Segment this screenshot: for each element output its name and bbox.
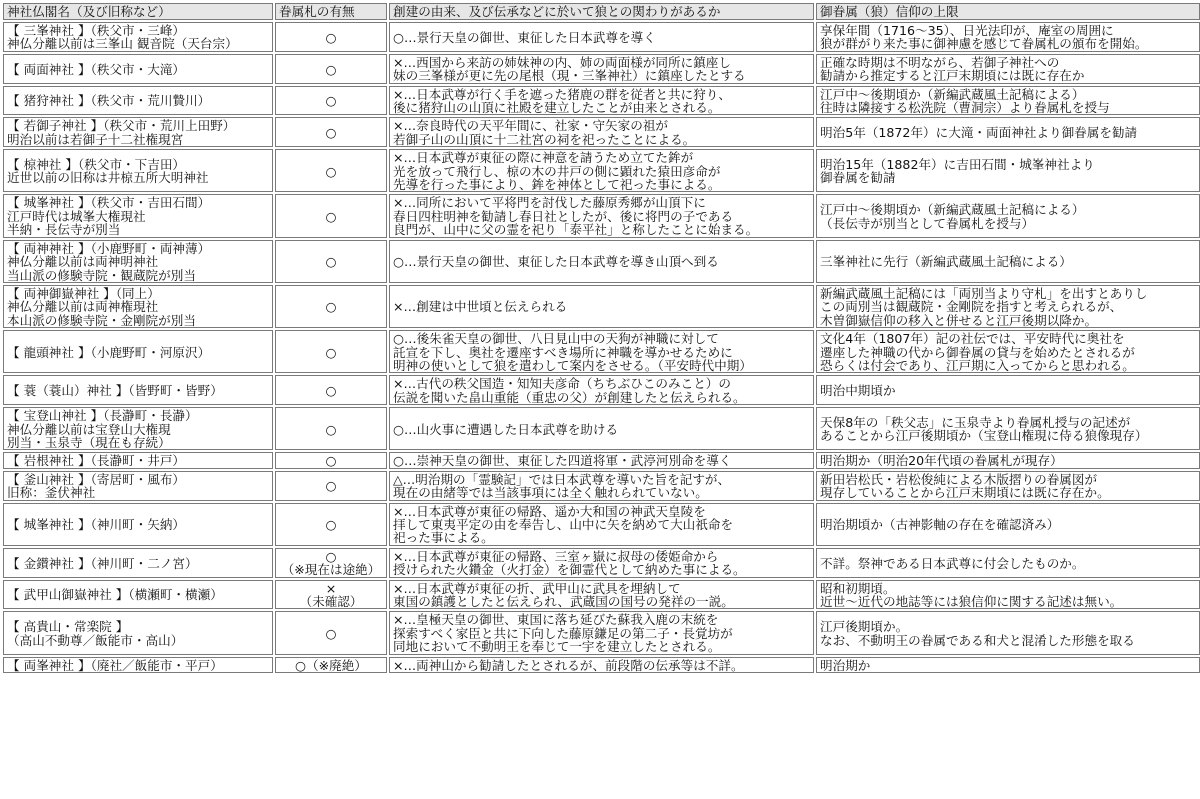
cell-line: 【 龍頭神社 】（小鹿野町・河原沢） xyxy=(7,344,211,360)
cell-shrine-name xyxy=(3,471,273,501)
cell-line: 伝説を聞いた畠山重能（重忠の父）が創建したと伝えられる。 xyxy=(393,389,746,405)
cell-faith-limit xyxy=(816,503,1200,546)
cell-line: ×…日本武尊が東征の際に神意を請うため立てた鉾が xyxy=(393,150,694,166)
cell-origin xyxy=(389,330,814,373)
table-row xyxy=(3,285,1200,328)
cell-line: ○ xyxy=(325,421,337,437)
cell-shrine-name xyxy=(3,86,273,116)
table-row xyxy=(3,117,1200,147)
cell-line: ○ xyxy=(325,478,337,494)
cell-line: （高山不動尊／飯能市・高山） xyxy=(7,632,184,648)
cell-line: ○…景行天皇の御世、東征した日本武尊を導く xyxy=(393,29,656,45)
cell-line: 神仏分離以前は宝登山大権現 xyxy=(7,421,171,437)
cell-line: 春日四柱明神を勧請し春日社としたが、後に将門の子である xyxy=(393,208,734,224)
cell-faith-limit xyxy=(816,149,1200,192)
cell-line: ×…皇極天皇の御世、東国に落ち延びた蘇我入鹿の末統を xyxy=(393,612,719,628)
table-row xyxy=(3,149,1200,192)
cell-line: 【 城峯神社 】（神川町・矢納） xyxy=(7,517,186,532)
header-faith-limit: 御眷属（狼）信仰の上限 xyxy=(816,3,1200,20)
cell-line: 文化4年（1807年）記の社伝では、平安時代に奥社を xyxy=(820,331,1125,347)
header-shrine-name: 神社仏閣名（及び旧称など） xyxy=(3,3,273,20)
cell-ofuda xyxy=(275,86,387,116)
cell-line: ○ xyxy=(325,208,337,224)
cell-line: ×…同所において平将門を討伐した藤原秀郷が山頂下に xyxy=(393,195,706,211)
cell-origin xyxy=(389,86,814,116)
cell-ofuda xyxy=(275,580,387,610)
cell-line: ○ xyxy=(325,93,337,109)
cell-line: 三峯神社に先行（新編武蔵風土記稿による） xyxy=(820,254,1072,270)
cell-faith-limit xyxy=(816,471,1200,501)
cell-line: 拝して東夷平定の由を奉告し、山中に矢を納めて大山祇命を xyxy=(393,517,734,532)
cell-line: 神仏分離以前は三峯山 観音院（天台宗） xyxy=(7,36,238,52)
cell-line: × xyxy=(325,580,337,596)
cell-line: 近世～近代の地誌等には狼信仰に関する記述は無い。 xyxy=(820,594,1123,610)
cell-ofuda xyxy=(275,149,387,192)
cell-line: 若御子山の山頂に十二社宮の祠を祀ったことによる。 xyxy=(393,131,696,147)
cell-origin xyxy=(389,194,814,237)
header-row xyxy=(3,3,1200,20)
cell-line: ○ xyxy=(325,383,337,399)
cell-line: 【 三峯神社 】（秩父市・三峰） xyxy=(7,23,186,38)
cell-shrine-name xyxy=(3,330,273,373)
cell-line: 【 椋神社 】（秩父市・下吉田） xyxy=(7,156,186,172)
table-row xyxy=(3,375,1200,405)
cell-faith-limit xyxy=(816,657,1200,673)
cell-line: 【 両神御嶽神社 】（同上） xyxy=(7,285,160,301)
cell-line: 【 武甲山御嶽神社 】（横瀬町・横瀬） xyxy=(7,587,223,603)
cell-line: ○ xyxy=(325,125,337,141)
cell-ofuda xyxy=(275,330,387,373)
cell-line: 近世以前の旧称は井椋五所大明神社 xyxy=(7,170,209,186)
table-row xyxy=(3,452,1200,468)
cell-line: 江戸後期頃か。 xyxy=(820,619,909,635)
cell-line: 光を放って飛行し、椋の木の井戸の側に顕れた猿田彦命が xyxy=(393,163,721,179)
cell-line: ○ xyxy=(325,625,337,641)
cell-line: 別当・玉泉寺（現在も存続） xyxy=(7,434,171,450)
cell-line: ×…西国から来訪の姉妹神の内、姉の両面様が同所に鎮座し xyxy=(393,54,731,70)
cell-line: 享保年間（1716～35）、日光法印が、庵室の周囲に xyxy=(820,23,1114,38)
cell-line: 天保8年の「秩父志」に玉泉寺より眷属札授与の記述が xyxy=(820,414,1131,430)
cell-shrine-name xyxy=(3,611,273,654)
cell-faith-limit xyxy=(816,407,1200,450)
cell-faith-limit xyxy=(816,86,1200,116)
cell-shrine-name xyxy=(3,452,273,468)
cell-line: ○ xyxy=(325,61,337,77)
cell-line: ○…後朱雀天皇の御世、八日見山中の天狗が神職に対して xyxy=(393,331,719,347)
header-ofuda: 眷属札の有無 xyxy=(275,3,387,20)
cell-line: ×…創建は中世頃と伝えられる xyxy=(393,299,568,315)
cell-line: 江戸中～後期頃か（新編武蔵風土記稿による） xyxy=(820,86,1085,102)
cell-line: ×…奈良時代の天平年間に、社家・守矢家の祖が xyxy=(393,118,669,134)
cell-faith-limit xyxy=(816,194,1200,237)
cell-faith-limit xyxy=(816,375,1200,405)
cell-line: （未確認） xyxy=(299,594,363,610)
cell-line: 【 両面神社 】（秩父市・大滝） xyxy=(7,61,186,77)
cell-faith-limit xyxy=(816,452,1200,468)
cell-ofuda xyxy=(275,548,387,578)
table-row xyxy=(3,548,1200,578)
cell-origin xyxy=(389,149,814,192)
cell-line: 【 金鑚神社 】（神川町・二ノ宮） xyxy=(7,555,198,571)
table-row xyxy=(3,86,1200,116)
cell-line: ×…日本武尊が東征の帰路、三室ヶ嶽に叔母の倭姫命から xyxy=(393,548,719,564)
table-row xyxy=(3,54,1200,84)
cell-origin xyxy=(389,285,814,328)
cell-ofuda xyxy=(275,657,387,673)
cell-ofuda xyxy=(275,117,387,147)
cell-line: 当山派の修験寺院・観蔵院が別当 xyxy=(7,267,196,283)
cell-line: 明治5年（1872年）に大滝・両面神社より御眷属を勧請 xyxy=(820,125,1138,141)
cell-line: ○ xyxy=(325,163,337,179)
cell-line: 【 宝登山神社 】（長瀞町・長瀞） xyxy=(7,408,198,424)
cell-line: ×…日本武尊が東征の折、武甲山に武具を埋納して xyxy=(393,580,681,596)
cell-line: 同地において不動明王を奉じて一宇を建立したとされる。 xyxy=(393,639,721,655)
cell-line: 神仏分離以前は両神権現社 xyxy=(7,299,159,315)
cell-line: 【 高貴山・常楽院 】 xyxy=(7,619,129,635)
table-row xyxy=(3,580,1200,610)
table-row xyxy=(3,657,1200,673)
cell-ofuda xyxy=(275,285,387,328)
cell-line: 旧称：釜伏神社 xyxy=(7,485,96,501)
cell-line: 江戸中～後期頃か（新編武蔵風土記稿による） xyxy=(820,202,1085,218)
cell-line: 【 蓑（蓑山）神社 】（皆野町・皆野） xyxy=(7,383,223,399)
cell-faith-limit xyxy=(816,548,1200,578)
cell-ofuda xyxy=(275,407,387,450)
cell-origin xyxy=(389,452,814,468)
cell-line: 【 岩根神社 】（長瀞町・井戸） xyxy=(7,453,186,469)
cell-line: ○ xyxy=(325,344,337,360)
table-row xyxy=(3,330,1200,373)
cell-ofuda xyxy=(275,611,387,654)
cell-faith-limit xyxy=(816,240,1200,283)
cell-shrine-name xyxy=(3,285,273,328)
cell-ofuda xyxy=(275,22,387,52)
cell-line: この両別当は観蔵院・金剛院を指すと考えられるが、 xyxy=(820,299,1123,315)
cell-faith-limit xyxy=(816,22,1200,52)
cell-shrine-name xyxy=(3,54,273,84)
cell-line: 往時は隣接する松洗院（曹洞宗）より眷属札を授与 xyxy=(820,100,1110,116)
cell-line: ○…山火事に遭遇した日本武尊を助ける xyxy=(393,421,619,437)
cell-shrine-name xyxy=(3,580,273,610)
cell-origin xyxy=(389,657,814,673)
cell-shrine-name xyxy=(3,22,273,52)
cell-line: ○…崇神天皇の御世、東征した四道将軍・武渟河別命を導く xyxy=(393,453,732,469)
cell-line: 明神の使いとして狼を遣わして案内をさせる。（平安時代中期） xyxy=(393,357,752,373)
cell-line: 明治期か（明治20年代頃の眷属札が現存） xyxy=(820,453,1063,469)
cell-origin xyxy=(389,240,814,283)
cell-line: ×…古代の秩父国造・知知夫彦命（ちちぶひこのみこと）の xyxy=(393,376,731,392)
cell-line: 後に猪狩山の山頂に社殿を建立したことが由来とされる。 xyxy=(393,100,721,116)
cell-origin xyxy=(389,22,814,52)
cell-ofuda xyxy=(275,54,387,84)
cell-faith-limit xyxy=(816,611,1200,654)
cell-line: 授けられた火鑽金（火打金）を御霊代として納めた事による。 xyxy=(393,562,746,578)
cell-line: （※現在は途絶） xyxy=(281,562,381,578)
cell-shrine-name xyxy=(3,149,273,192)
cell-origin xyxy=(389,375,814,405)
cell-shrine-name xyxy=(3,240,273,283)
cell-origin xyxy=(389,471,814,501)
cell-origin xyxy=(389,548,814,578)
cell-line: 託宣を下し、奥社を遷座すべき場所に神職を導かせるために xyxy=(393,344,733,360)
cell-line: △…明治期の「霊験記」では日本武尊を導いた旨を記すが、 xyxy=(393,471,731,487)
header-origin: 創建の由来、及び伝承などに於いて狼との関わりがあるか xyxy=(389,3,814,20)
cell-ofuda xyxy=(275,240,387,283)
cell-line: 江戸時代は城峯大権現社 xyxy=(7,208,146,224)
cell-origin xyxy=(389,580,814,610)
cell-line: 良門が、山中に父の霊を祀り「泰平社」と称したことに始まる。 xyxy=(393,222,759,238)
cell-line: 遷座した神職の代から御眷属の貸与を始めたとされるが xyxy=(820,344,1135,360)
cell-line: 半納・長伝寺が別当 xyxy=(7,222,121,238)
table-row xyxy=(3,471,1200,501)
cell-faith-limit xyxy=(816,285,1200,328)
cell-origin xyxy=(389,611,814,654)
cell-shrine-name xyxy=(3,548,273,578)
cell-shrine-name xyxy=(3,657,273,673)
cell-line: ×…両神山から勧請したとされるが、前段階の伝承等は不詳。 xyxy=(393,657,744,673)
cell-line: 【 城峯神社 】（秩父市・吉田石間） xyxy=(7,195,211,211)
cell-line: ○ xyxy=(325,29,337,45)
cell-line: 明治期か xyxy=(820,657,871,673)
cell-line: ○（※廃絶） xyxy=(295,657,367,673)
cell-line: ○ xyxy=(325,548,337,564)
cell-ofuda xyxy=(275,375,387,405)
cell-origin xyxy=(389,407,814,450)
cell-line: 明治期頃か（古神影軸の存在を確認済み） xyxy=(820,517,1060,532)
cell-line: 狼が群がり来た事に御神慮を感じて眷属札の頒布を開始。 xyxy=(820,36,1148,52)
cell-line: 現在の由緒等では当該事項には全く触れられていない。 xyxy=(393,485,708,501)
cell-line: 【 若御子神社 】（秩父市・荒川上田野） xyxy=(7,118,236,134)
cell-line: ○…景行天皇の御世、東征した日本武尊を導き山頂へ到る xyxy=(393,254,719,270)
cell-origin xyxy=(389,54,814,84)
cell-line: 恐らくは付会であり、江戸期に入ってからと思われる。 xyxy=(820,357,1135,373)
table-row xyxy=(3,611,1200,654)
cell-shrine-name xyxy=(3,194,273,237)
cell-line: 勧請から推定すると江戸末期頃には既に存在か xyxy=(820,68,1085,84)
cell-shrine-name xyxy=(3,375,273,405)
cell-line: 木曽御嶽信仰の移入と併せると江戸後期以降か。 xyxy=(820,312,1098,328)
cell-line: 神仏分離以前は両神明神社 xyxy=(7,254,159,270)
cell-line: 新田岩松氏・岩松俊純による木版摺りの眷属図が xyxy=(820,471,1098,487)
cell-faith-limit xyxy=(816,580,1200,610)
cell-line: 妹の三峯様が更に先の尾根（現・三峯神社）に鎮座したとする xyxy=(393,68,746,84)
cell-line: 【 両峯神社 】（廃社／飯能市・平戸） xyxy=(7,657,223,673)
cell-line: 新編武蔵風土記稿には「両別当より守札」を出すとありし xyxy=(820,285,1148,301)
cell-line: 明治中期頃か xyxy=(820,383,896,399)
cell-faith-limit xyxy=(816,117,1200,147)
cell-line: 【 猪狩神社 】（秩父市・荒川贄川） xyxy=(7,93,211,109)
table-row xyxy=(3,240,1200,283)
cell-origin xyxy=(389,117,814,147)
cell-line: ×…日本武尊が東征の帰路、遥か大和国の神武天皇陵を xyxy=(393,503,706,519)
cell-line: 東国の鎮護としたと伝えられ、武蔵国の国号の発祥の一説。 xyxy=(393,594,734,610)
cell-line: なお、不動明王の眷属である和犬と混淆した形態を取る xyxy=(820,632,1135,648)
cell-line: 御眷属を勧請 xyxy=(820,170,896,186)
cell-shrine-name xyxy=(3,117,273,147)
cell-line: 現存していることから江戸末期頃には既に存在か。 xyxy=(820,485,1110,501)
cell-faith-limit xyxy=(816,54,1200,84)
cell-ofuda xyxy=(275,194,387,237)
cell-line: 明治15年（1882年）に吉田石間・城峯神社より xyxy=(820,156,1095,172)
table-row xyxy=(3,407,1200,450)
cell-line: 【 両神神社 】（小鹿野町・両神薄） xyxy=(7,240,211,256)
cell-line: 先導を行った事により、鉾を神体として祀った事による。 xyxy=(393,177,721,193)
cell-line: 明治以前は若御子十二社権現宮 xyxy=(7,131,184,147)
cell-shrine-name xyxy=(3,503,273,546)
cell-line: 昭和初期頃。 xyxy=(820,580,896,596)
cell-ofuda xyxy=(275,452,387,468)
cell-line: 祀った事による。 xyxy=(393,530,494,546)
cell-shrine-name xyxy=(3,407,273,450)
cell-line: 正確な時期は不明ながら、若御子神社への xyxy=(820,54,1060,70)
shrine-wolf-faith-table xyxy=(1,1,1200,675)
cell-ofuda xyxy=(275,503,387,546)
cell-line: あることから江戸後期頃か（宝登山権現に侍る狼像現存） xyxy=(820,428,1148,444)
table-row xyxy=(3,22,1200,52)
cell-line: ○ xyxy=(325,254,337,270)
cell-line: ○ xyxy=(325,453,337,469)
cell-line: ○ xyxy=(325,299,337,315)
cell-faith-limit xyxy=(816,330,1200,373)
cell-line: ○ xyxy=(325,517,337,532)
cell-line: （長伝寺が別当として眷属札を授与） xyxy=(820,215,1035,231)
table-row xyxy=(3,503,1200,546)
cell-line: 不詳。祭神である日本武尊に付会したものか。 xyxy=(820,555,1085,571)
cell-line: 【 釜山神社 】（寄居町・風布） xyxy=(7,471,186,487)
cell-line: ×…日本武尊が行く手を遮った猪鹿の群を従者と共に狩り、 xyxy=(393,86,731,102)
cell-line: 本山派の修験寺院・金剛院が別当 xyxy=(7,312,196,328)
cell-line: 探索すべく家臣と共に下向した藤原鎌足の第二子・長覚坊が xyxy=(393,625,733,641)
table-row xyxy=(3,194,1200,237)
cell-origin xyxy=(389,503,814,546)
cell-ofuda xyxy=(275,471,387,501)
